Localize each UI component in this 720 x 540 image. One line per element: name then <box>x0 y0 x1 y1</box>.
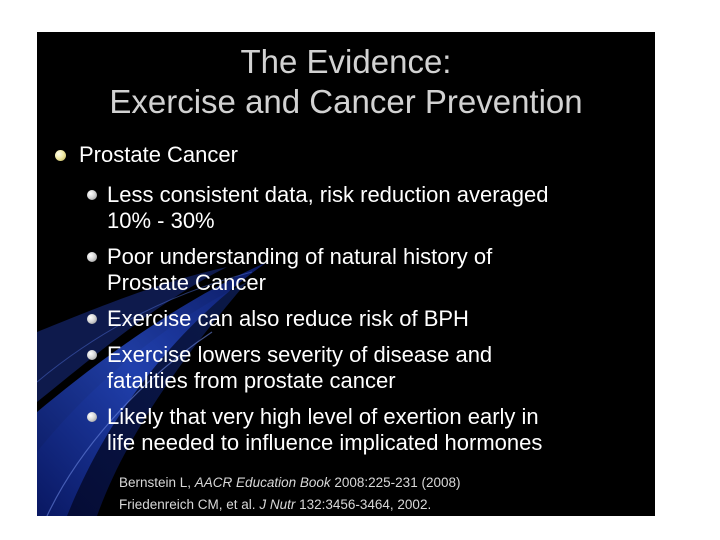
sub-bullet-line: Exercise can also reduce risk of BPH <box>107 306 469 331</box>
title-line-2: Exercise and Cancer Prevention <box>109 83 583 120</box>
main-bullet <box>55 142 238 168</box>
sub-bullet-item <box>87 342 647 394</box>
bullet-dot-icon <box>87 314 97 324</box>
sub-bullet-item <box>87 244 647 296</box>
bullet-dot-icon <box>55 150 66 161</box>
sub-bullet-line: fatalities from prostate cancer <box>107 368 396 393</box>
bullet-dot-icon <box>87 412 97 422</box>
reference-source: J Nutr <box>259 497 296 512</box>
reference-authors: Friedenreich CM, et al. <box>119 497 260 512</box>
sub-bullet-line: life needed to influence implicated hormones <box>107 430 543 455</box>
sub-bullet-line: Prostate Cancer <box>107 270 266 295</box>
reference-item <box>119 472 460 494</box>
references <box>119 472 460 516</box>
sub-bullet-list <box>87 182 647 466</box>
reference-source: AACR Education Book <box>194 475 331 490</box>
reference-citation: 2008:225-231 (2008) <box>330 475 461 490</box>
sub-bullet-item <box>87 306 647 332</box>
title-line-1: The Evidence: <box>240 43 452 80</box>
reference-item <box>119 494 460 516</box>
bullet-dot-icon <box>87 350 97 360</box>
sub-bullet-item <box>87 404 647 456</box>
sub-bullet-line: Exercise lowers severity of disease and <box>107 342 493 367</box>
reference-authors: Bernstein L, <box>119 475 195 490</box>
sub-bullet-line: Poor understanding of natural history of <box>107 244 493 269</box>
bullet-dot-icon <box>87 252 97 262</box>
bullet-dot-icon <box>87 190 97 200</box>
slide-title <box>37 42 655 122</box>
reference-citation: 132:3456-3464, 2002. <box>295 497 432 512</box>
slide <box>37 32 655 516</box>
main-bullet-label: Prostate Cancer <box>79 142 238 167</box>
sub-bullet-item <box>87 182 647 234</box>
sub-bullet-line: Likely that very high level of exertion early in <box>107 404 539 429</box>
sub-bullet-line: Less consistent data, risk reduction averaged <box>107 182 549 207</box>
sub-bullet-line: 10% - 30% <box>107 208 215 233</box>
